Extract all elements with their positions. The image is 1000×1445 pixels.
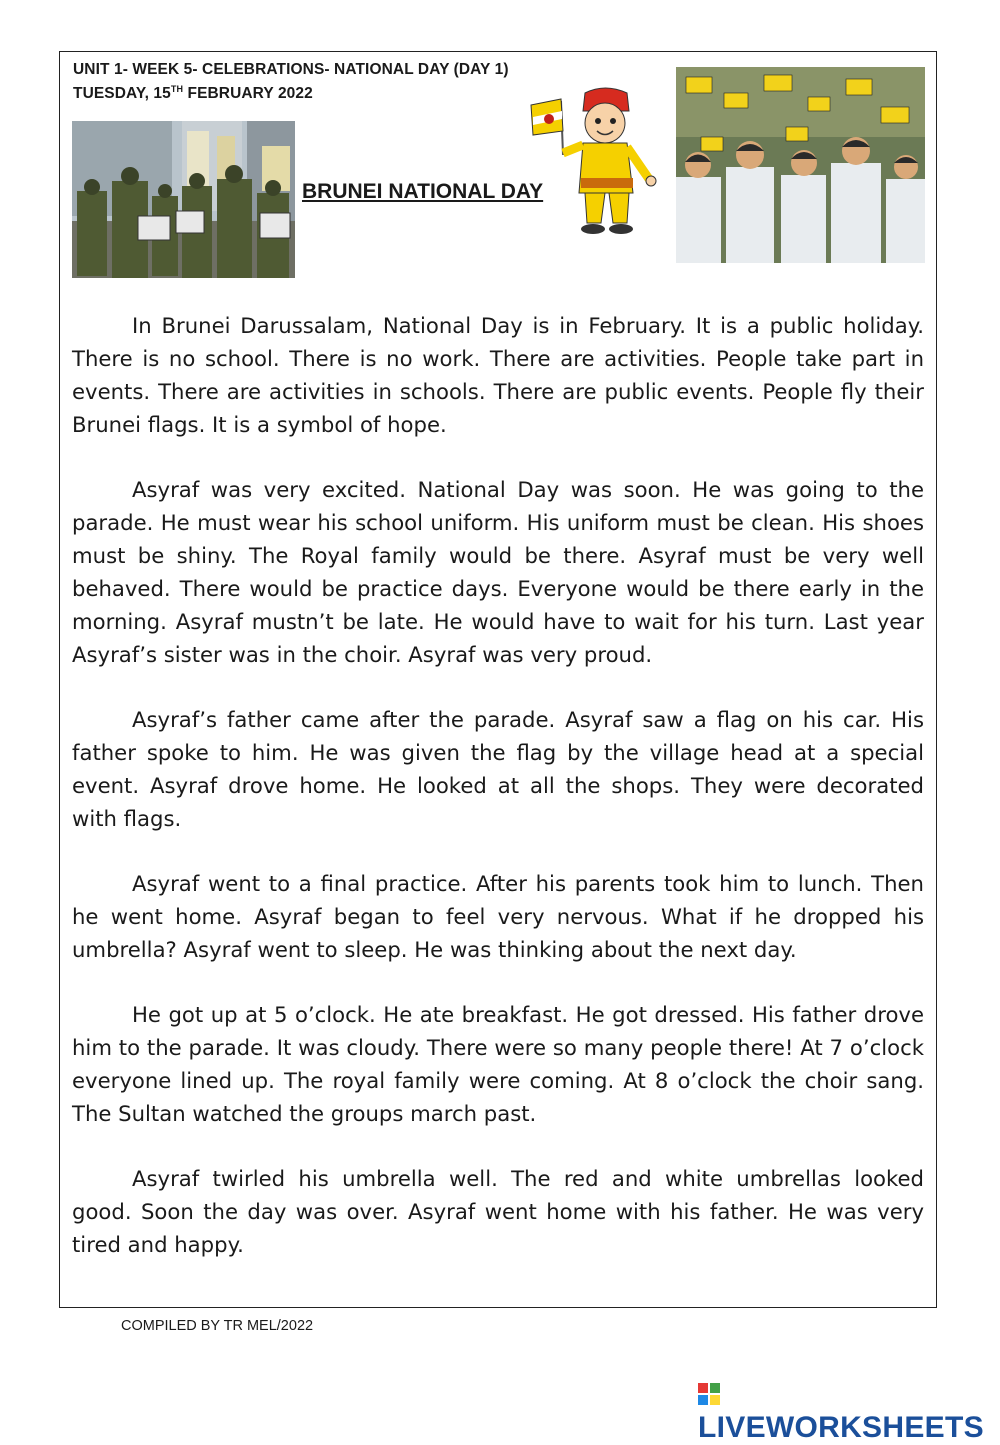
compiled-by-footer: COMPILED BY TR MEL/2022 bbox=[121, 1318, 314, 1334]
parade-photo bbox=[72, 121, 295, 278]
crowd-flags-photo bbox=[676, 67, 925, 263]
story-text bbox=[72, 309, 924, 1293]
liveworksheets-logo-icon bbox=[698, 1379, 720, 1401]
paragraph-4: Asyraf went to a final practice. After his parents took him to lunch. Then he went home. Asyraf began to feel very nervous. What if he dropped his umbrella? Asyraf went to sleep. He was thinking about the next day. bbox=[72, 871, 924, 962]
brand-name: LIVEWORKSHEETS bbox=[698, 1411, 984, 1444]
liveworksheets-brand[interactable] bbox=[698, 1377, 1000, 1445]
page-title: BRUNEI NATIONAL DAY bbox=[302, 180, 544, 203]
unit-heading: UNIT 1- WEEK 5- CELEBRATIONS- NATIONAL DAY (DAY 1) bbox=[73, 61, 509, 78]
paragraph-3: Asyraf’s father came after the parade. Asyraf saw a flag on his car. His father spoke to him. He was given the flag by the village head at a special event. Asyraf drove home. He looked at all the shops. They were decorated with flags. bbox=[72, 707, 924, 831]
date-heading: TUESDAY, 15TH FEBRUARY 2022 bbox=[73, 84, 313, 103]
paragraph-6: Asyraf twirled his umbrella well. The red and white umbrellas looked good. Soon the day was over. Asyraf went home with his father. He was very tired and happy. bbox=[72, 1166, 924, 1257]
paragraph-2: Asyraf was very excited. National Day was soon. He was going to the parade. He must wear his school uniform. His uniform must be clean. His shoes must be shiny. The Royal family would be there. Asyraf must be very well behaved. There would be practice days. Everyone would be there early in the morning. Asyraf mustn’t be late. He would have to wait for his turn. Last year Asyraf’s sister was in the choir. Asyraf was very proud. bbox=[72, 477, 924, 667]
paragraph-5: He got up at 5 o’clock. He ate breakfast. He got dressed. His father drove him to the parade. It was cloudy. There were so many people there! At 7 o’clock everyone lined up. The royal family were coming. At 8 o’clock the choir sang. The Sultan watched the groups march past. bbox=[72, 1002, 924, 1126]
cartoon-boy-image bbox=[527, 83, 659, 243]
paragraph-1: In Brunei Darussalam, National Day is in February. It is a public holiday. There is no school. There is no work. There are activities. People take part in events. There are activities in schools. There are public events. People fly their Brunei flags. It is a symbol of hope. bbox=[72, 313, 924, 437]
